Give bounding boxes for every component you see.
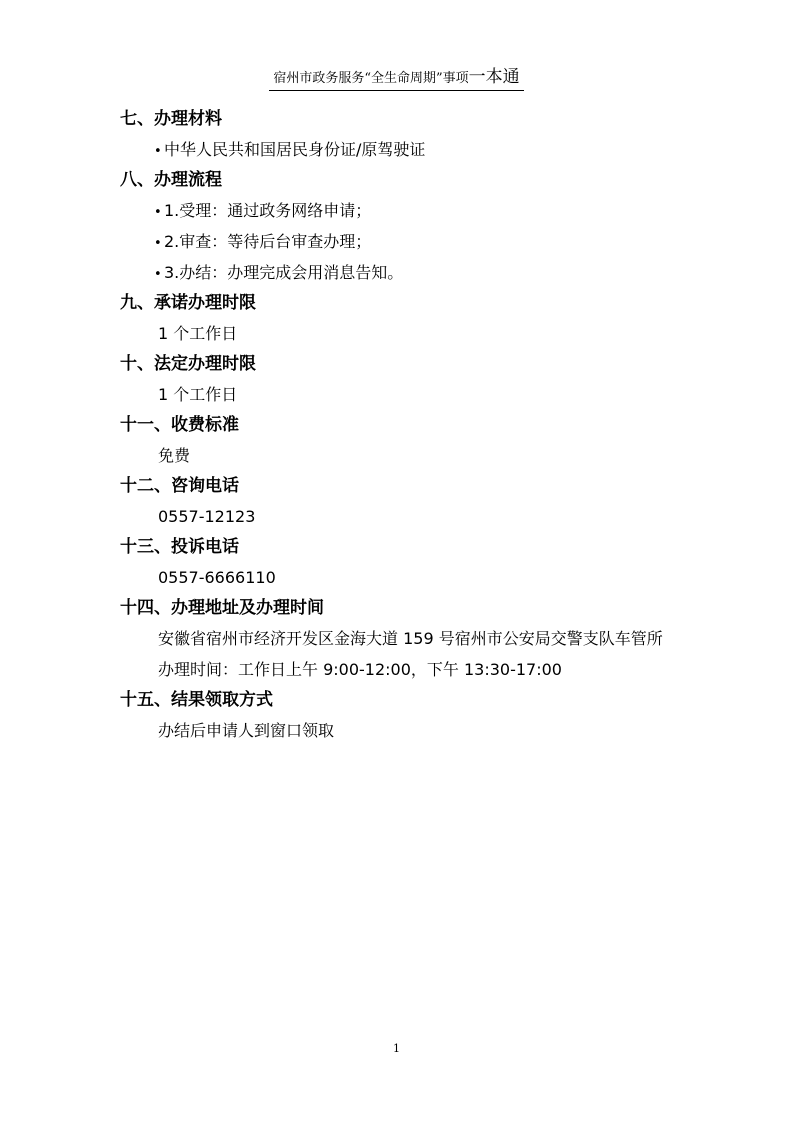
header-title-tail: 一本通 bbox=[468, 67, 520, 87]
section-heading-promised-time: 九、承诺办理时限 bbox=[120, 293, 256, 313]
material-text: 中华人民共和国居民身份证/原驾驶证 bbox=[164, 140, 426, 159]
page-number: 1 bbox=[393, 1042, 400, 1055]
section-heading-consult-phone: 十二、咨询电话 bbox=[120, 476, 239, 496]
section-heading-fees: 十一、收费标准 bbox=[120, 415, 239, 435]
process-step-text: 3.办结：办理完成会用消息告知。 bbox=[164, 263, 404, 282]
bullet-icon: • bbox=[154, 205, 162, 220]
section-heading-legal-time: 十、法定办理时限 bbox=[120, 354, 256, 374]
legal-time-value: 1 个工作日 bbox=[158, 385, 238, 404]
fee-value: 免费 bbox=[158, 446, 191, 465]
complaint-phone-value: 0557-6666110 bbox=[158, 568, 276, 587]
address-text: 安徽省宿州市经济开发区金海大道 159 号宿州市公安局交警支队车管所 bbox=[158, 629, 663, 648]
section-heading-result-pickup: 十五、结果领取方式 bbox=[120, 690, 273, 710]
header-title-main: 宿州市政务服务“全生命周期”事项 bbox=[273, 71, 469, 86]
office-hours-text: 办理时间：工作日上午 9:00-12:00，下午 13:30-17:00 bbox=[158, 660, 562, 679]
section-heading-process: 八、办理流程 bbox=[120, 170, 222, 190]
list-item bbox=[120, 195, 720, 226]
bullet-icon: • bbox=[154, 144, 162, 159]
promised-time-value: 1 个工作日 bbox=[158, 324, 238, 343]
header-title bbox=[269, 62, 523, 91]
process-step-text: 1.受理：通过政务网络申请； bbox=[164, 201, 372, 220]
consult-phone-value: 0557-12123 bbox=[158, 507, 256, 526]
section-heading-address-hours: 十四、办理地址及办理时间 bbox=[120, 598, 324, 618]
bullet-icon: • bbox=[154, 267, 162, 282]
process-step-text: 2.审查：等待后台审查办理； bbox=[164, 232, 372, 251]
section-heading-complaint-phone: 十三、投诉电话 bbox=[120, 537, 239, 557]
section-heading-materials: 七、办理材料 bbox=[120, 109, 222, 129]
result-pickup-value: 办结后申请人到窗口领取 bbox=[158, 721, 335, 740]
document-body bbox=[120, 104, 720, 746]
list-item bbox=[120, 134, 720, 165]
list-item bbox=[120, 226, 720, 257]
bullet-icon: • bbox=[154, 236, 162, 251]
page-header bbox=[0, 62, 793, 91]
list-item bbox=[120, 257, 720, 288]
